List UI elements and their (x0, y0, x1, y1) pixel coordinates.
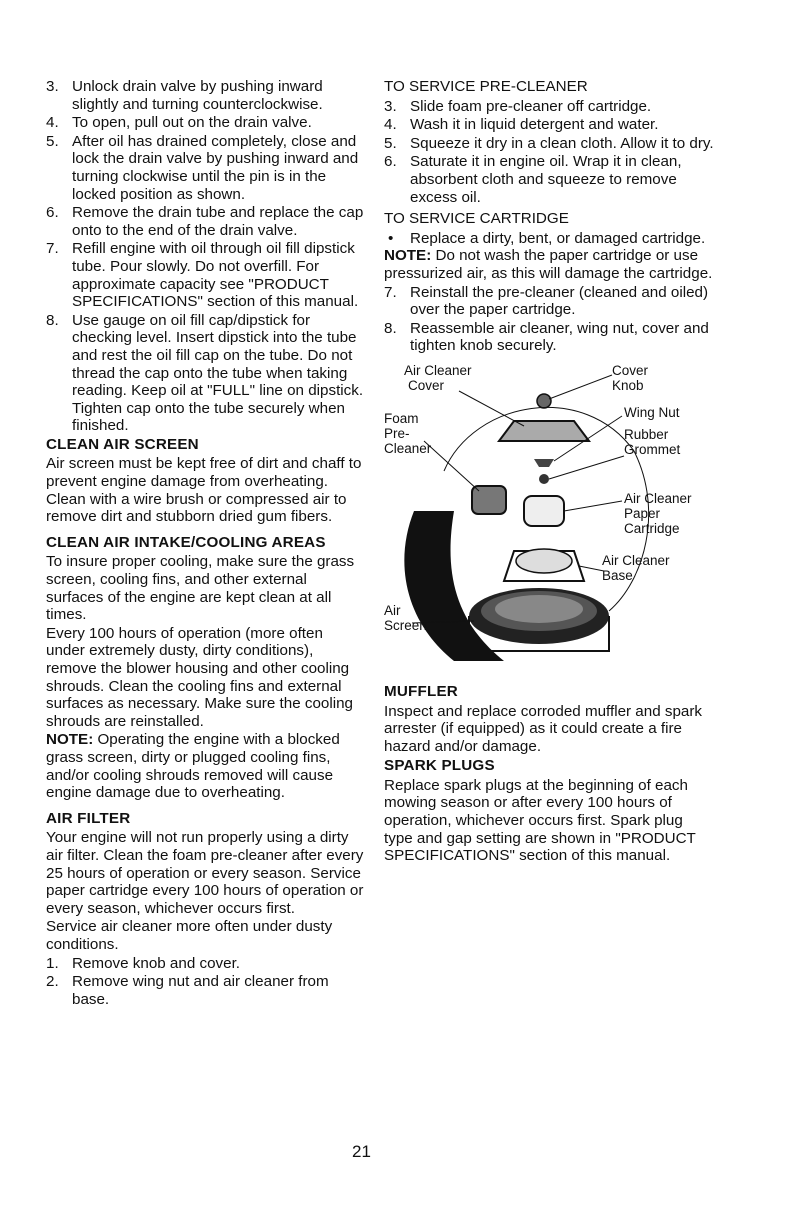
list-item: 1. Remove knob and cover. (46, 954, 241, 972)
list-item: 5. Squeeze it dry in a clean cloth. Allow it to dry. (384, 134, 714, 152)
clean-air-screen-text: Air screen must be kept free of dirt and chaff to prevent engine damage from overheating. Clean with a wire brush or compressed air to remove dirt and stubborn dried gum fibers. (46, 455, 362, 526)
list-item: • Replace a dirty, bent, or damaged cartridge. (388, 229, 706, 247)
spark-plugs-text: Replace spark plugs at the beginning of each mowing season or after every 100 hours of operation, whichever occurs first. Spark plug type and gap setting are shown in "PRODUCT SPECIFICATIONS" section of this manual. (384, 776, 696, 865)
intake-cooling-heading: CLEAN AIR INTAKE/COOLING AREAS (46, 533, 326, 551)
air-filter-heading: AIR FILTER (46, 809, 131, 827)
list-item: 5. After oil has drained completely, close and lock the drain valve by pushing inward and turning clockwise until the pin is in the locked position as shown. (46, 132, 359, 203)
cartridge-note (384, 247, 714, 282)
drain-steps-list (46, 78, 364, 435)
precleaner-heading: TO SERVICE PRE-CLEANER (384, 78, 588, 95)
note-label: NOTE: (46, 731, 94, 749)
label-foam-precleaner: Foam Pre- Cleaner (384, 410, 432, 456)
page-number: 21 (352, 1142, 371, 1161)
cartridge-bullets (384, 230, 714, 248)
muffler-heading: MUFFLER (384, 682, 458, 700)
right-column (384, 78, 714, 866)
air-filter-steps-list (46, 955, 364, 1009)
label-air-screen: Air Screen (384, 602, 427, 633)
list-item: 8. Reassemble air cleaner, wing nut, cover and tighten knob securely. (384, 319, 709, 355)
list-item: 4. To open, pull out on the drain valve. (46, 114, 312, 132)
list-item: 2. Remove wing nut and air cleaner from base. (46, 973, 329, 1008)
air-filter-text-1: Your engine will not run properly using a dirty air filter. Clean the foam pre-cleaner after every 25 hours of operation or every season. Service paper cartridge every 100 hours of operation or every season, whichever occurs first. (46, 829, 364, 917)
list-item: 6. Remove the drain tube and replace the cap onto to the end of the drain valve. (46, 204, 364, 239)
list-item: 3. Unlock drain valve by pushing inward slightly and turning counterclockwise. (46, 78, 323, 113)
label-paper-cartridge: Air Cleaner Paper Cartridge (624, 490, 692, 536)
note-text: Do not wash the paper cartridge or use pressurized air, as this will damage the cartridge. (384, 247, 713, 282)
air-filter-text-2: Service air cleaner more often under dusty conditions. (46, 918, 333, 953)
label-air-cleaner-cover: Air Cleaner Cover (404, 362, 472, 393)
clean-air-screen-heading: CLEAN AIR SCREEN (46, 435, 199, 453)
left-column (46, 78, 364, 1009)
intake-text-2: Every 100 hours of operation (more often under extremely dusty, dirty conditions), remove the blower housing and other cooling shrouds. Clean the cooling fins and external surfaces as necessary. Make sure the cooling shrouds are reinstalled. (46, 624, 353, 730)
list-item: 3. Slide foam pre-cleaner off cartridge. (384, 97, 652, 115)
label-rubber-grommet: Rubber Grommet (624, 426, 681, 457)
muffler-text: Inspect and replace corroded muffler and spark arrester (if equipped) as it could create a fire hazard and/or damage. (384, 702, 702, 755)
list-item: 6. Saturate it in engine oil. Wrap it in clean, absorbent cloth and squeeze to remove excess oil. (384, 153, 682, 206)
label-cover-knob: Cover Knob (612, 362, 649, 393)
air-cleaner-diagram (384, 361, 714, 675)
cartridge-steps-list (384, 284, 714, 355)
list-item: 4. Wash it in liquid detergent and water. (384, 116, 659, 134)
note-text: Operating the engine with a blocked grass screen, dirty or plugged cooling fins, and/or cooling shrouds removed will cause engine damage due to overheating. (46, 731, 340, 802)
intake-text-1: To insure proper cooling, make sure the grass screen, cooling fins, and other external surfaces of the engine are kept clean at all times. (46, 553, 355, 624)
cartridge-heading: TO SERVICE CARTRIDGE (384, 210, 569, 228)
note-paragraph (46, 731, 364, 801)
spark-plugs-heading: SPARK PLUGS (384, 757, 495, 775)
list-item: 7. Reinstall the pre-cleaner (cleaned and oiled) over the paper cartridge. (384, 283, 709, 319)
note-label: NOTE: (384, 247, 432, 265)
label-wing-nut: Wing Nut (624, 404, 680, 420)
list-item: 8. Use gauge on oil fill cap/dipstick for checking level. Insert dipstick into the tube and rest the oil fill cap on the tube. Do not thread the cap onto the tube when taking reading. Keep oil at "FULL" line on dipstick. Tighten cap onto the tube securely when finished. (46, 311, 364, 435)
precleaner-steps-list (384, 98, 714, 207)
bullet-icon: • (388, 229, 394, 247)
list-item: 7. Refill engine with oil through oil fill dipstick tube. Pour slowly. Do not overfill. For approximate capacity see "PRODUCT SPECIFICATIONS" section of this manual. (46, 240, 359, 311)
label-air-cleaner-base: Air Cleaner Base (602, 552, 670, 583)
